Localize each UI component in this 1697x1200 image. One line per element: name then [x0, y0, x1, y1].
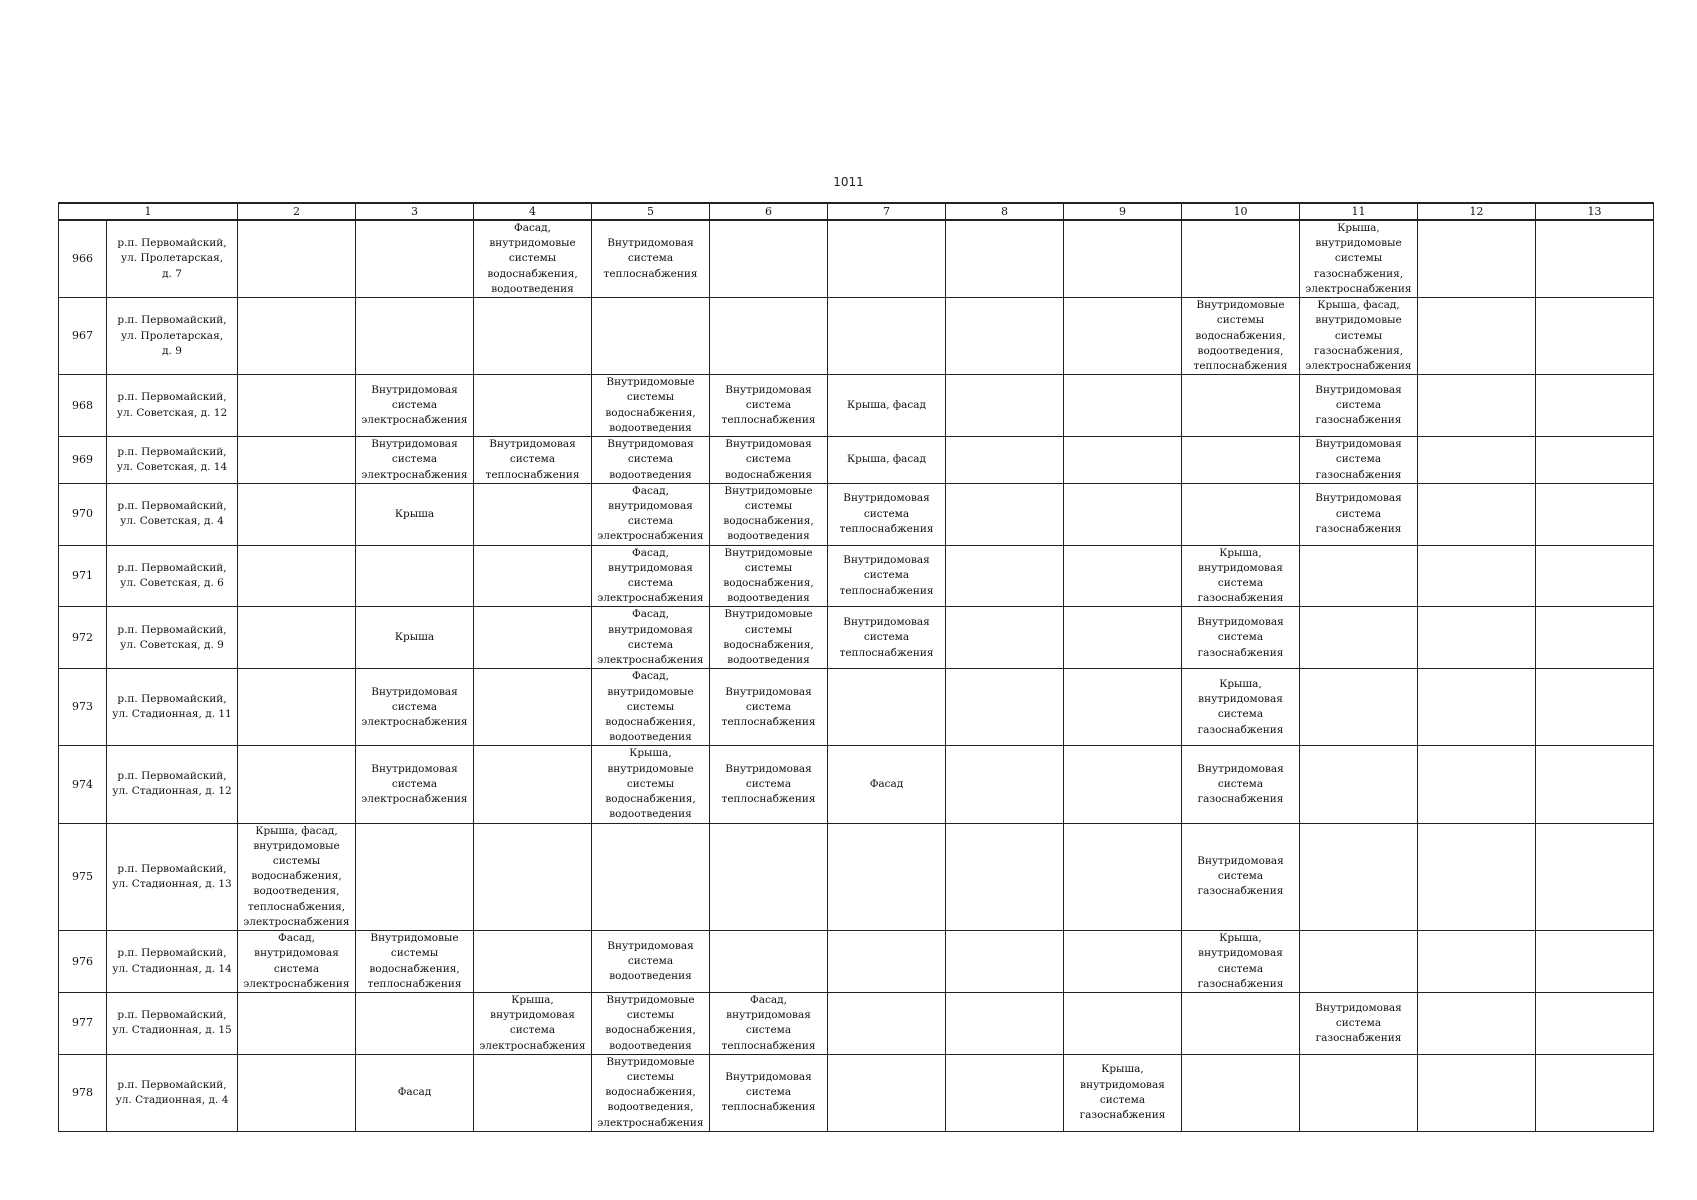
work-cell-col-4 — [474, 220, 592, 298]
work-cell-col-8 — [946, 746, 1064, 823]
work-text: Крыша, фасад — [847, 399, 926, 412]
work-cell-col-12 — [1418, 607, 1536, 669]
work-cell-col-4 — [474, 669, 592, 746]
address-cell — [107, 375, 238, 437]
work-cell-col-4 — [474, 607, 592, 669]
work-cell-col-9 — [1064, 931, 1182, 993]
work-cell-col-7 — [828, 483, 946, 545]
work-cell-col-10 — [1182, 669, 1300, 746]
address-cell — [107, 437, 238, 484]
work-cell-col-9 — [1064, 298, 1182, 375]
work-text: Внутридомовая система газоснабжения — [1197, 616, 1284, 659]
work-cell-col-8 — [946, 483, 1064, 545]
work-text: Крыша, внутридомовая система газоснабжения — [1079, 1063, 1166, 1122]
work-text: Крыша, фасад, внутридомовые системы газоснабжения, электроснабжения — [1305, 299, 1412, 372]
work-cell-col-13 — [1536, 931, 1654, 993]
work-cell-col-4 — [474, 545, 592, 607]
address-text: р.п. Первомайский, ул. Советская, д. 14 — [116, 445, 228, 473]
row-number-cell: 974 — [59, 746, 107, 823]
work-text: Фасад, внутридомовая система электроснабжения — [597, 608, 704, 667]
table-row — [59, 298, 1654, 375]
work-cell-col-2 — [238, 1054, 356, 1131]
work-cell-col-10 — [1182, 746, 1300, 823]
work-cell-col-10 — [1182, 375, 1300, 437]
repair-schedule-table — [58, 202, 1654, 1132]
work-cell-col-8 — [946, 823, 1064, 931]
work-cell-col-7 — [828, 298, 946, 375]
row-number-cell: 978 — [59, 1054, 107, 1131]
work-text: Фасад, внутридомовая система электроснабжения — [597, 484, 704, 543]
work-cell-col-9 — [1064, 992, 1182, 1054]
work-cell-col-10 — [1182, 607, 1300, 669]
work-cell-col-13 — [1536, 607, 1654, 669]
work-cell-col-2 — [238, 931, 356, 993]
address-cell — [107, 992, 238, 1054]
address-text: р.п. Первомайский, ул. Советская, д. 9 — [117, 623, 227, 651]
work-cell-col-9 — [1064, 437, 1182, 484]
address-cell — [107, 483, 238, 545]
work-cell-col-10 — [1182, 298, 1300, 375]
work-cell-col-9 — [1064, 1054, 1182, 1131]
work-cell-col-11 — [1300, 1054, 1418, 1131]
work-cell-col-12 — [1418, 823, 1536, 931]
work-text: Внутридомовая система газоснабжения — [1315, 438, 1402, 481]
work-cell-col-13 — [1536, 545, 1654, 607]
work-text: Внутридомовая система газоснабжения — [1315, 492, 1402, 535]
work-cell-col-9 — [1064, 823, 1182, 931]
work-cell-col-13 — [1536, 1054, 1654, 1131]
table-row — [59, 483, 1654, 545]
column-header: 11 — [1300, 203, 1418, 220]
work-cell-col-11 — [1300, 220, 1418, 298]
work-cell-col-11 — [1300, 483, 1418, 545]
work-cell-col-5 — [592, 992, 710, 1054]
table-row — [59, 1054, 1654, 1131]
work-cell-col-3 — [356, 746, 474, 823]
work-cell-col-6 — [710, 823, 828, 931]
column-header: 6 — [710, 203, 828, 220]
address-text: р.п. Первомайский, ул. Стадионная, д. 14 — [112, 947, 232, 975]
work-cell-col-2 — [238, 746, 356, 823]
work-cell-col-6 — [710, 746, 828, 823]
work-cell-col-7 — [828, 992, 946, 1054]
column-header: 10 — [1182, 203, 1300, 220]
work-cell-col-11 — [1300, 669, 1418, 746]
work-cell-col-4 — [474, 298, 592, 375]
work-text: Фасад, внутридомовые системы водоснабжения, водоотведения — [487, 222, 578, 295]
work-cell-col-3 — [356, 545, 474, 607]
work-text: Внутридомовая система теплоснабжения — [485, 438, 580, 481]
work-cell-col-8 — [946, 220, 1064, 298]
address-text: р.п. Первомайский, ул. Стадионная, д. 4 — [115, 1078, 229, 1106]
work-cell-col-6 — [710, 931, 828, 993]
work-cell-col-12 — [1418, 437, 1536, 484]
address-text: р.п. Первомайский, ул. Стадионная, д. 11 — [112, 693, 232, 721]
row-number-cell: 973 — [59, 669, 107, 746]
column-header: 12 — [1418, 203, 1536, 220]
work-cell-col-7 — [828, 375, 946, 437]
work-cell-col-10 — [1182, 1054, 1300, 1131]
work-text: Внутридомовая система теплоснабжения — [839, 554, 934, 597]
work-cell-col-12 — [1418, 931, 1536, 993]
work-cell-col-3 — [356, 607, 474, 669]
work-cell-col-4 — [474, 1054, 592, 1131]
work-text: Крыша, внутридомовая система газоснабжения — [1197, 932, 1284, 990]
work-cell-col-8 — [946, 298, 1064, 375]
work-text: Фасад — [397, 1086, 432, 1099]
work-cell-col-7 — [828, 220, 946, 298]
work-cell-col-10 — [1182, 545, 1300, 607]
work-cell-col-4 — [474, 746, 592, 823]
work-cell-col-4 — [474, 992, 592, 1054]
work-cell-col-8 — [946, 437, 1064, 484]
work-cell-col-5 — [592, 483, 710, 545]
address-cell — [107, 931, 238, 993]
address-text: р.п. Первомайский, ул. Стадионная, д. 12 — [112, 770, 232, 798]
work-text: Крыша, внутридомовые системы водоснабжения, водоотведения — [605, 747, 696, 821]
work-text: Фасад, внутридомовая система электроснабжения — [597, 546, 704, 605]
work-text: Внутридомовая система газоснабжения — [1315, 383, 1402, 427]
work-cell-col-11 — [1300, 992, 1418, 1054]
work-cell-col-4 — [474, 375, 592, 437]
work-cell-col-13 — [1536, 823, 1654, 931]
work-cell-col-2 — [238, 545, 356, 607]
table-body — [59, 220, 1654, 1131]
address-cell — [107, 298, 238, 375]
work-cell-col-3 — [356, 992, 474, 1054]
work-text: Крыша, фасад, внутридомовые системы водоснабжения, водоотведения, теплоснабжения, электроснабжения — [243, 824, 350, 928]
work-cell-col-8 — [946, 992, 1064, 1054]
table-row — [59, 545, 1654, 607]
table-row — [59, 931, 1654, 993]
work-cell-col-12 — [1418, 483, 1536, 545]
work-cell-col-5 — [592, 220, 710, 298]
column-header: 5 — [592, 203, 710, 220]
work-cell-col-7 — [828, 1054, 946, 1131]
work-text: Внутридомовая система газоснабжения — [1197, 762, 1284, 806]
work-cell-col-11 — [1300, 375, 1418, 437]
row-number-cell: 972 — [59, 607, 107, 669]
work-cell-col-2 — [238, 607, 356, 669]
address-cell — [107, 220, 238, 298]
table-row — [59, 746, 1654, 823]
work-text: Внутридомовая система электроснабжения — [361, 383, 468, 427]
work-cell-col-3 — [356, 375, 474, 437]
work-cell-col-7 — [828, 669, 946, 746]
work-text: Внутридомовые системы водоснабжения, водоотведения — [605, 376, 696, 434]
table-row — [59, 375, 1654, 437]
work-cell-col-13 — [1536, 437, 1654, 484]
work-text: Внутридомовая система теплоснабжения — [721, 383, 816, 427]
work-cell-col-11 — [1300, 607, 1418, 669]
work-cell-col-10 — [1182, 483, 1300, 545]
work-cell-col-6 — [710, 483, 828, 545]
work-cell-col-7 — [828, 437, 946, 484]
work-cell-col-13 — [1536, 669, 1654, 746]
work-cell-col-13 — [1536, 746, 1654, 823]
column-header: 7 — [828, 203, 946, 220]
work-cell-col-3 — [356, 220, 474, 298]
column-header: 8 — [946, 203, 1064, 220]
work-text: Внутридомовые системы водоснабжения, водоотведения — [605, 993, 696, 1052]
work-text: Внутридомовые системы водоснабжения, водоотведения, электроснабжения — [597, 1055, 704, 1129]
column-header: 3 — [356, 203, 474, 220]
work-cell-col-6 — [710, 607, 828, 669]
work-cell-col-2 — [238, 823, 356, 931]
work-cell-col-2 — [238, 375, 356, 437]
page-number: 1011 — [833, 175, 864, 189]
work-cell-col-7 — [828, 823, 946, 931]
work-text: Крыша, внутридомовая система электроснабжения — [479, 993, 586, 1052]
work-text: Крыша, внутридомовая система газоснабжения — [1197, 546, 1284, 605]
work-text: Крыша, фасад — [847, 453, 926, 466]
work-cell-col-5 — [592, 545, 710, 607]
work-text: Внутридомовая система электроснабжения — [361, 762, 468, 806]
work-cell-col-5 — [592, 375, 710, 437]
work-cell-col-5 — [592, 746, 710, 823]
work-cell-col-9 — [1064, 669, 1182, 746]
address-cell — [107, 1054, 238, 1131]
work-cell-col-8 — [946, 669, 1064, 746]
row-number-cell: 976 — [59, 931, 107, 993]
work-text: Внутридомовая система газоснабжения — [1315, 1001, 1402, 1044]
work-cell-col-6 — [710, 298, 828, 375]
work-text: Внутридомовая система водоснабжения — [725, 438, 812, 481]
work-cell-col-11 — [1300, 545, 1418, 607]
column-header: 13 — [1536, 203, 1654, 220]
row-number-cell: 970 — [59, 483, 107, 545]
table-row — [59, 607, 1654, 669]
work-cell-col-6 — [710, 220, 828, 298]
work-text: Крыша, внутридомовая система газоснабжения — [1197, 677, 1284, 736]
work-cell-col-11 — [1300, 823, 1418, 931]
work-cell-col-6 — [710, 375, 828, 437]
work-text: Внутридомовые системы водоснабжения, водоотведения — [723, 484, 814, 543]
work-cell-col-3 — [356, 931, 474, 993]
address-text: р.п. Первомайский, ул. Стадионная, д. 15 — [112, 1009, 232, 1037]
work-cell-col-7 — [828, 607, 946, 669]
column-header: 2 — [238, 203, 356, 220]
table-row — [59, 437, 1654, 484]
work-cell-col-4 — [474, 823, 592, 931]
work-cell-col-5 — [592, 1054, 710, 1131]
work-cell-col-10 — [1182, 220, 1300, 298]
work-cell-col-10 — [1182, 823, 1300, 931]
work-cell-col-8 — [946, 545, 1064, 607]
work-cell-col-5 — [592, 669, 710, 746]
work-text: Внутридомовая система теплоснабжения — [603, 237, 698, 280]
work-cell-col-3 — [356, 823, 474, 931]
work-text: Крыша, внутридомовые системы газоснабжения, электроснабжения — [1305, 222, 1412, 295]
work-cell-col-13 — [1536, 220, 1654, 298]
work-cell-col-2 — [238, 483, 356, 545]
column-number-row — [59, 203, 1654, 220]
work-text: Фасад — [869, 777, 904, 790]
work-cell-col-10 — [1182, 437, 1300, 484]
work-text: Крыша — [394, 507, 435, 520]
row-number-cell: 968 — [59, 375, 107, 437]
work-cell-col-7 — [828, 931, 946, 993]
work-cell-col-9 — [1064, 545, 1182, 607]
work-cell-col-3 — [356, 483, 474, 545]
work-text: Фасад, внутридомовая система электроснабжения — [243, 932, 350, 990]
table-row — [59, 220, 1654, 298]
row-number-cell: 966 — [59, 220, 107, 298]
work-cell-col-9 — [1064, 607, 1182, 669]
work-cell-col-2 — [238, 220, 356, 298]
work-cell-col-12 — [1418, 375, 1536, 437]
work-text: Внутридомовая система водоотведения — [607, 438, 694, 481]
work-cell-col-6 — [710, 545, 828, 607]
work-cell-col-13 — [1536, 992, 1654, 1054]
table-row — [59, 992, 1654, 1054]
work-cell-col-3 — [356, 437, 474, 484]
work-text: Внутридомовые системы водоснабжения, водоотведения — [723, 546, 814, 605]
work-text: Внутридомовые системы водоснабжения, водоотведения — [723, 608, 814, 667]
work-cell-col-9 — [1064, 375, 1182, 437]
work-cell-col-2 — [238, 437, 356, 484]
column-header: 9 — [1064, 203, 1182, 220]
work-cell-col-9 — [1064, 483, 1182, 545]
work-text: Крыша — [394, 631, 435, 644]
work-cell-col-7 — [828, 746, 946, 823]
address-text: р.п. Первомайский, ул. Советская, д. 6 — [117, 561, 227, 590]
work-cell-col-6 — [710, 1054, 828, 1131]
work-cell-col-5 — [592, 823, 710, 931]
work-cell-col-12 — [1418, 298, 1536, 375]
work-cell-col-4 — [474, 483, 592, 545]
work-cell-col-12 — [1418, 1054, 1536, 1131]
table-row — [59, 823, 1654, 931]
address-text: р.п. Первомайский, ул. Пролетарская, д. 9 — [117, 314, 227, 357]
work-cell-col-2 — [238, 298, 356, 375]
address-text: р.п. Первомайский, ул. Пролетарская, д. 7 — [117, 237, 227, 280]
work-cell-col-12 — [1418, 992, 1536, 1054]
work-cell-col-11 — [1300, 931, 1418, 993]
work-cell-col-3 — [356, 1054, 474, 1131]
work-text: Фасад, внутридомовая система теплоснабжения — [721, 993, 816, 1052]
address-cell — [107, 746, 238, 823]
row-number-cell: 975 — [59, 823, 107, 931]
address-cell — [107, 545, 238, 607]
work-cell-col-11 — [1300, 298, 1418, 375]
work-cell-col-12 — [1418, 746, 1536, 823]
work-cell-col-2 — [238, 669, 356, 746]
work-cell-col-5 — [592, 298, 710, 375]
column-header: 1 — [59, 203, 238, 220]
work-cell-col-6 — [710, 437, 828, 484]
work-cell-col-5 — [592, 607, 710, 669]
work-cell-col-6 — [710, 992, 828, 1054]
work-cell-col-10 — [1182, 931, 1300, 993]
work-text: Внутридомовые системы водоснабжения, водоотведения, теплоснабжения — [1193, 299, 1288, 372]
address-text: р.п. Первомайский, ул. Советская, д. 12 — [116, 391, 228, 419]
address-text: р.п. Первомайский, ул. Советская, д. 4 — [117, 499, 227, 528]
work-cell-col-8 — [946, 607, 1064, 669]
work-text: Внутридомовая система теплоснабжения — [839, 492, 934, 535]
work-text: Внутридомовые системы водоснабжения, теплоснабжения — [367, 932, 462, 990]
address-cell — [107, 669, 238, 746]
row-number-cell: 967 — [59, 298, 107, 375]
work-cell-col-8 — [946, 931, 1064, 993]
row-number-cell: 971 — [59, 545, 107, 607]
work-cell-col-13 — [1536, 483, 1654, 545]
address-cell — [107, 823, 238, 931]
work-text: Внутридомовая система теплоснабжения — [839, 616, 934, 659]
table-row — [59, 669, 1654, 746]
work-cell-col-7 — [828, 545, 946, 607]
work-cell-col-12 — [1418, 669, 1536, 746]
work-cell-col-12 — [1418, 545, 1536, 607]
work-cell-col-12 — [1418, 220, 1536, 298]
work-text: Внутридомовая система теплоснабжения — [721, 1071, 816, 1114]
work-text: Внутридомовая система теплоснабжения — [721, 685, 816, 728]
address-cell — [107, 607, 238, 669]
column-header: 4 — [474, 203, 592, 220]
work-cell-col-5 — [592, 931, 710, 993]
work-cell-col-11 — [1300, 437, 1418, 484]
work-cell-col-5 — [592, 437, 710, 484]
work-cell-col-3 — [356, 669, 474, 746]
work-cell-col-2 — [238, 992, 356, 1054]
work-text: Внутридомовая система теплоснабжения — [721, 762, 816, 806]
work-text: Внутридомовая система водоотведения — [607, 939, 694, 983]
row-number-cell: 969 — [59, 437, 107, 484]
row-number-cell: 977 — [59, 992, 107, 1054]
work-cell-col-13 — [1536, 375, 1654, 437]
work-text: Внутридомовая система электроснабжения — [361, 685, 468, 728]
work-cell-col-6 — [710, 669, 828, 746]
work-cell-col-3 — [356, 298, 474, 375]
work-cell-col-8 — [946, 1054, 1064, 1131]
work-cell-col-10 — [1182, 992, 1300, 1054]
work-text: Внутридомовая система электроснабжения — [361, 438, 468, 481]
work-cell-col-4 — [474, 437, 592, 484]
work-cell-col-8 — [946, 375, 1064, 437]
work-cell-col-13 — [1536, 298, 1654, 375]
work-cell-col-9 — [1064, 220, 1182, 298]
work-cell-col-4 — [474, 931, 592, 993]
work-cell-col-11 — [1300, 746, 1418, 823]
work-text: Фасад, внутридомовые системы водоснабжения, водоотведения — [605, 670, 696, 744]
address-text: р.п. Первомайский, ул. Стадионная, д. 13 — [112, 862, 232, 890]
work-cell-col-9 — [1064, 746, 1182, 823]
work-text: Внутридомовая система газоснабжения — [1197, 854, 1284, 898]
